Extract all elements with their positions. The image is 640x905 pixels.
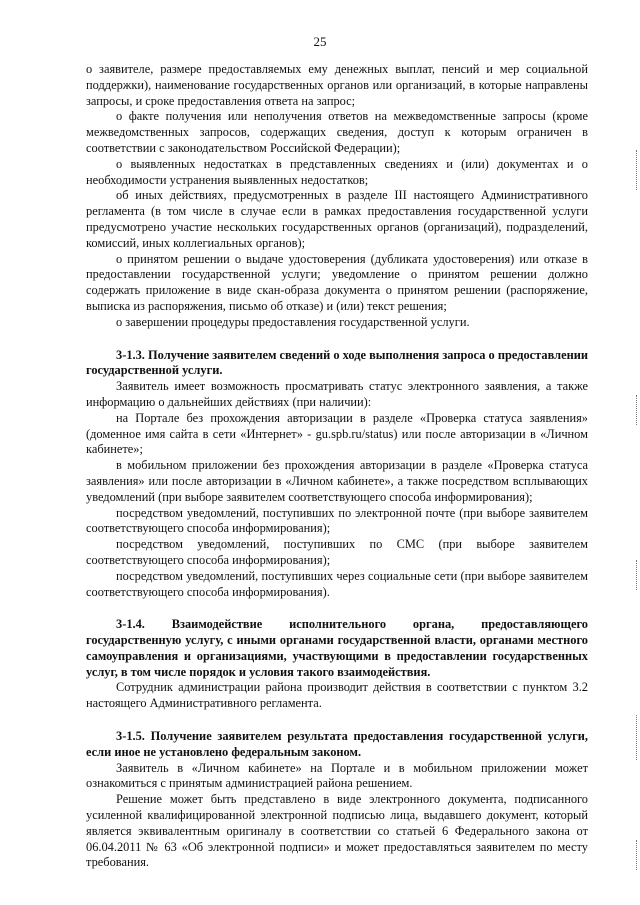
- page-number: 25: [313, 34, 327, 49]
- list-item: о заявителе, размере предоставляемых ему денежных выплат, пенсий и мер социальной поддержки), наименование государственных органов или организаций, в которые направлены запросы, и сроке предоставления ответа на запрос;: [86, 62, 588, 108]
- scan-edge-mark: [635, 560, 637, 590]
- list-item: посредством уведомлений, поступивших через социальные сети (при выборе заявителем соответствующего способа информирования).: [86, 568, 588, 599]
- section-heading-3-1-3: 3-1.3. Получение заявителем сведений о ходе выполнения запроса о предоставлении государственной услуги.: [86, 347, 588, 378]
- paragraph: Решение может быть представлено в виде электронного документа, подписанного усиленной квалифицированной электронной подписью лица, выдавшего документ, который является эквивалентным оригиналу в соответствии со статьей 6 Федерального закона от 06.04.2011 № 63 «Об электронной подписи» и может предоставляться заявителем по месту требования.: [86, 792, 588, 870]
- paragraph: Сотрудник администрации района производит действия в соответствии с пунктом 3.2 настоящего Административного регламента.: [86, 680, 588, 711]
- section-heading-3-1-4: 3-1.4. Взаимодействие исполнительного органа, предоставляющего государственную услугу, с иными органами государственной власти, органами местного самоуправления и организациями, участвующими в предоставлении государственных услуг, в том числе порядок и условия такого взаимодействия.: [86, 617, 588, 679]
- list-item: о выявленных недостатках в представленных сведениях и (или) документах и о необходимости устранения выявленных недостатков;: [86, 156, 588, 187]
- list-item: в мобильном приложении без прохождения авторизации в разделе «Проверка статуса заявления» или после авторизации в «Личном кабинете», а также посредством всплывающих уведомлений (при выборе заявителем соответствующего способа информирования);: [86, 458, 588, 504]
- section-heading-3-1-5: 3-1.5. Получение заявителем результата предоставления государственной услуги, если иное не установлено федеральным законом.: [86, 729, 588, 759]
- list-item: посредством уведомлений, поступивших по электронной почте (при выборе заявителем соответствующего способа информирования);: [86, 505, 588, 536]
- list-item: посредством уведомлений, поступивших по СМС (при выборе заявителем соответствующего способа информирования);: [86, 537, 588, 567]
- scan-edge-mark: [635, 840, 637, 870]
- list-item: о факте получения или неполучения ответов на межведомственные запросы (кроме межведомственных запросов, содержащих сведения, доступ к которым ограничен в соответствии с законодательством Российской Федерации);: [86, 109, 588, 155]
- list-item: о завершении процедуры предоставления государственной услуги.: [116, 314, 470, 329]
- list-item: на Портале без прохождения авторизации в разделе «Проверка статуса заявления» (доменное имя сайта в сети «Интернет» - gu.spb.ru/status) или после авторизации в «Личном кабинете»;: [86, 410, 588, 457]
- document-body: [86, 62, 588, 871]
- paragraph: Заявитель имеет возможность просматривать статус электронного заявления, а также информацию о дальнейших действиях (при наличии):: [86, 379, 588, 409]
- paragraph: Заявитель в «Личном кабинете» на Портале и в мобильном приложении может ознакомиться с принятым администрацией района решением.: [86, 760, 588, 791]
- list-item: об иных действиях, предусмотренных в разделе III настоящего Административного регламента (в том числе в случае если в рамках предоставления государственной услуги предусмотрено участие нескольких государственных органов (организаций), подразделений, комиссий, иных коллегиальных органов);: [86, 188, 588, 250]
- scan-edge-mark: [635, 150, 637, 190]
- list-item: о принятом решении о выдаче удостоверения (дубликата удостоверения) или отказе в предоставлении государственной услуги; уведомление о принятом решении должно содержать приложение в виде скан-образа документа о принятом решении (распоряжение, выписка из распоряжения, письмо об отказе) и (или) текст решения;: [86, 251, 588, 313]
- scan-edge-mark: [635, 395, 637, 425]
- scan-edge-mark: [635, 715, 637, 760]
